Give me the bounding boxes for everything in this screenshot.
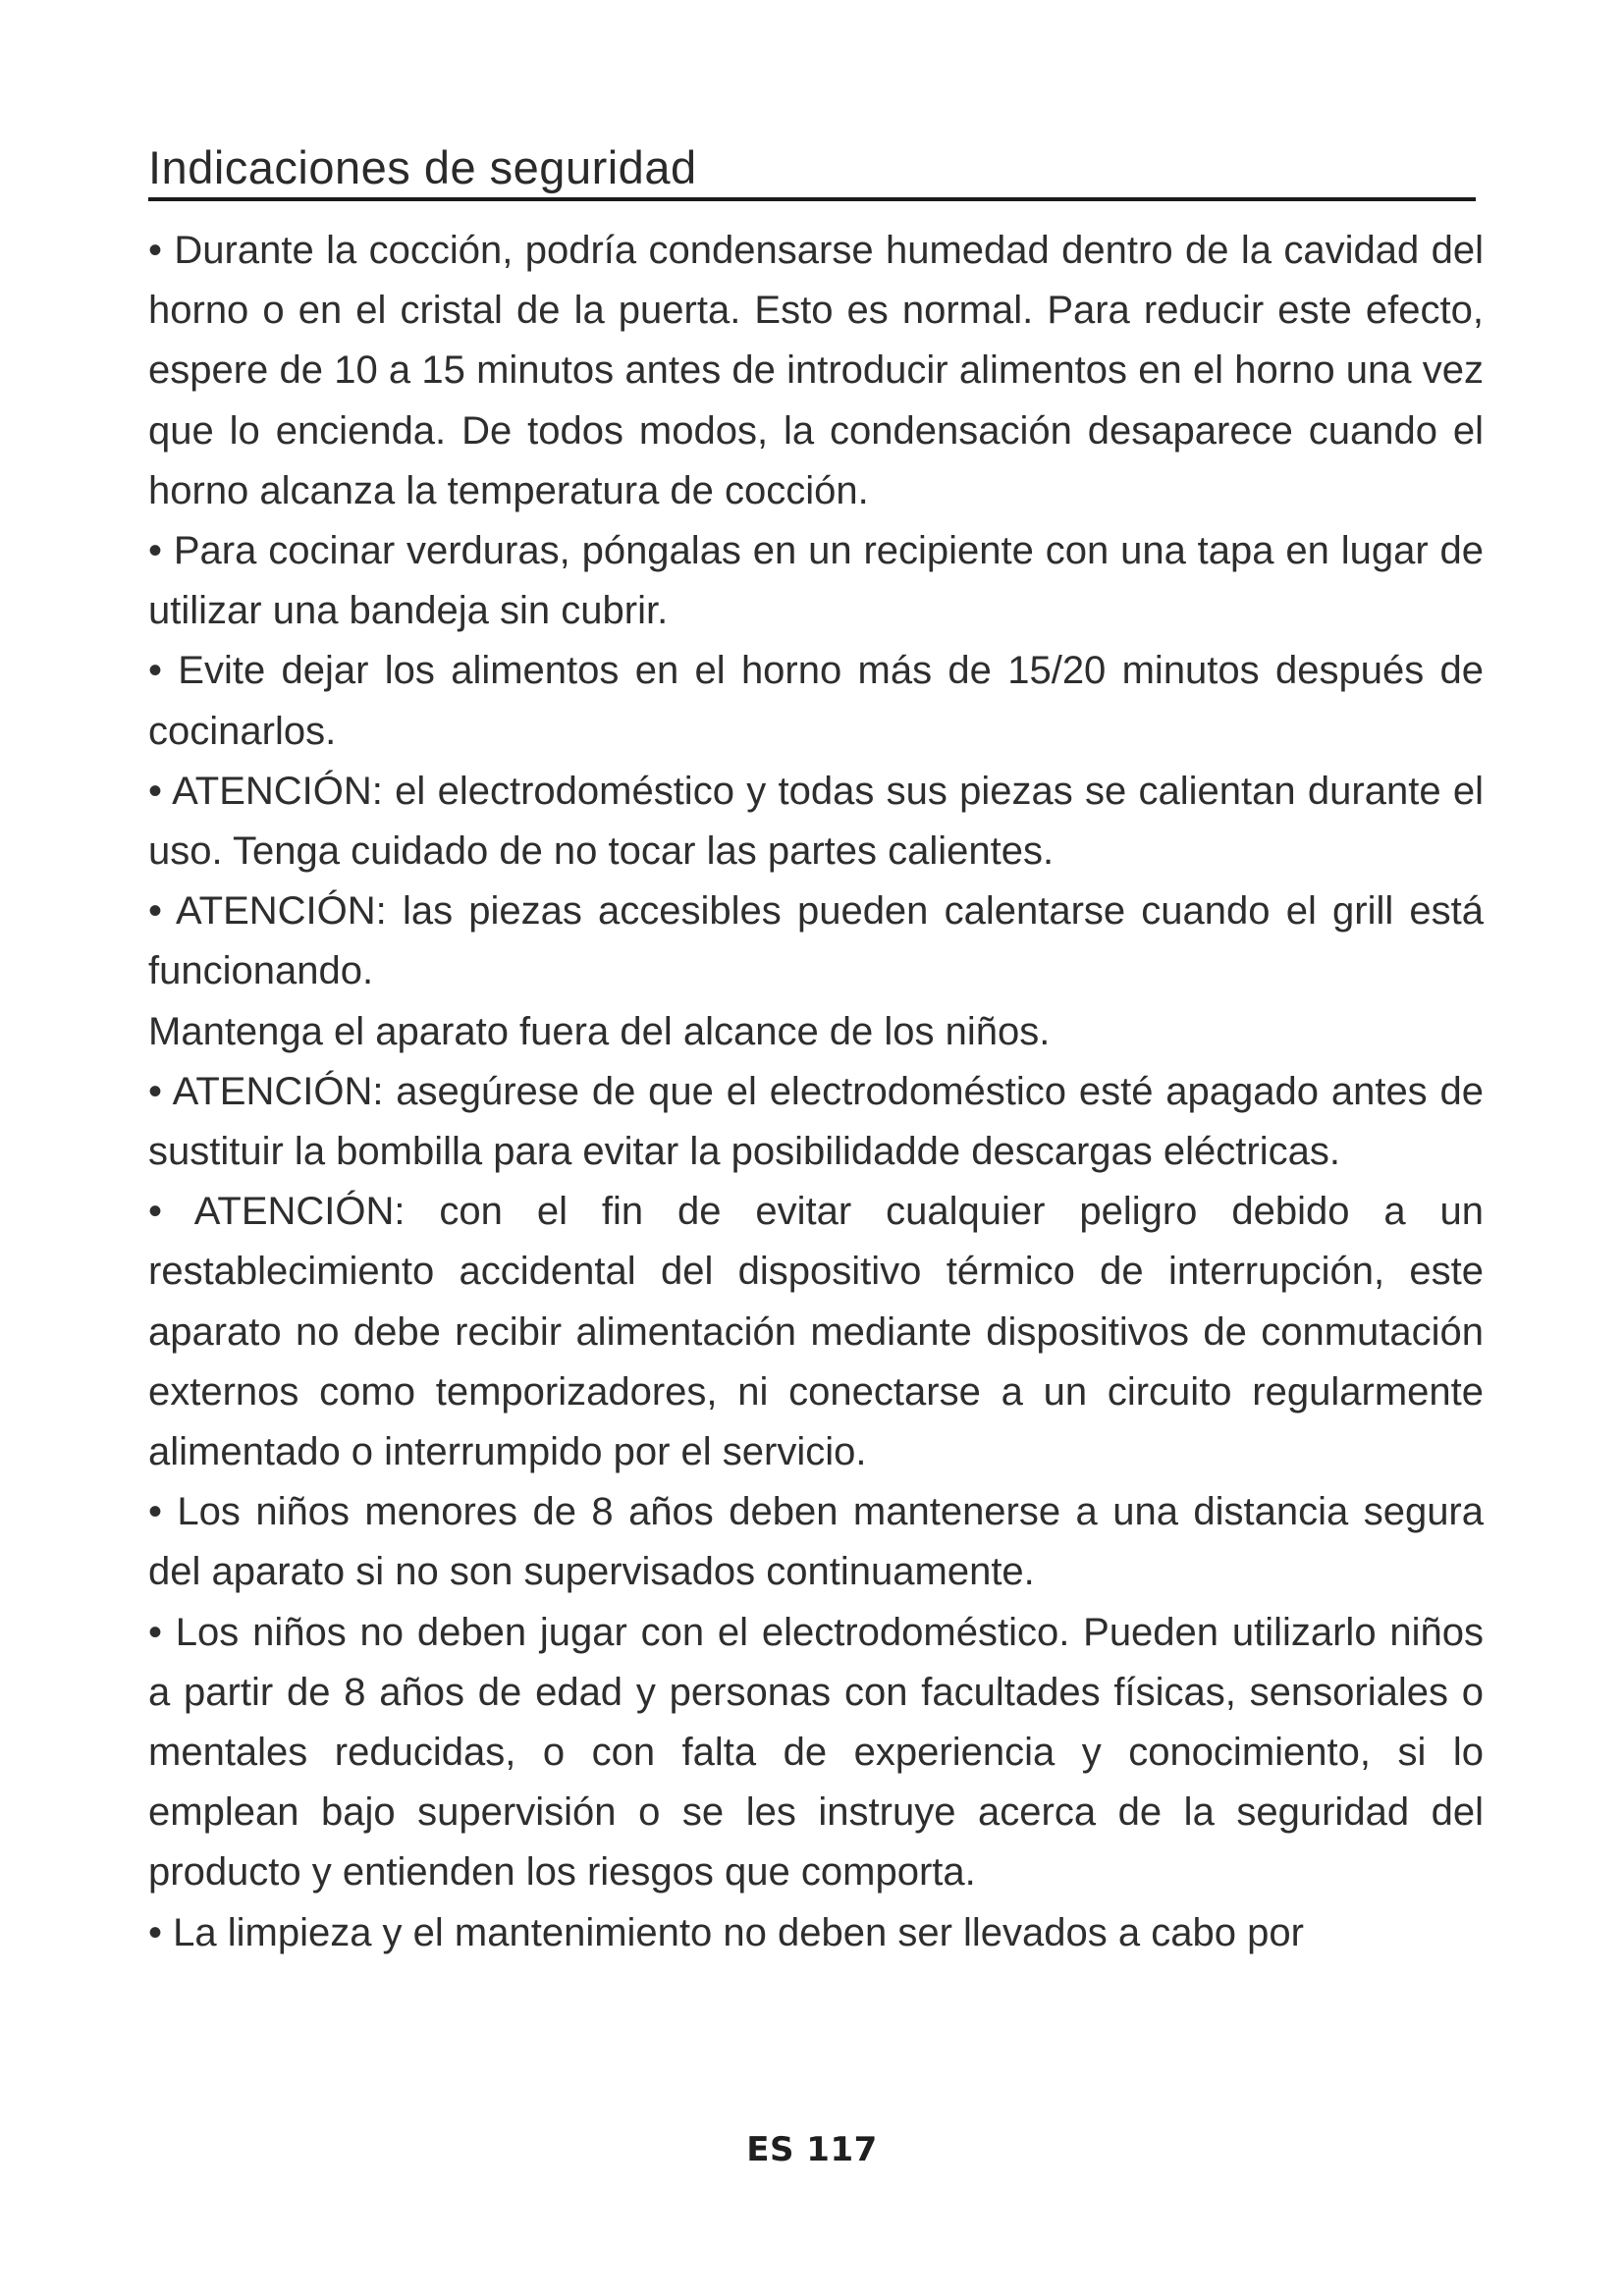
page-number: ES 117 bbox=[746, 2130, 878, 2169]
section-heading bbox=[148, 140, 1476, 201]
paragraph-grill-hot: • ATENCIÓN: las piezas accesibles pueden calentarse cuando el grill está funcionando. bbox=[148, 889, 1484, 993]
safety-instructions bbox=[148, 221, 1484, 1963]
paragraph-children-reach: Mantenga el aparato fuera del alcance de los niños. bbox=[148, 1009, 1051, 1053]
paragraph-hot-parts: • ATENCIÓN: el electrodoméstico y todas sus piezas se calientan durante el uso. Tenga cuidado de no tocar las partes calientes. bbox=[148, 769, 1484, 874]
paragraph-vegetables: • Para cocinar verduras, póngalas en un recipiente con una tapa en lugar de utilizar una bandeja sin cubrir. bbox=[148, 529, 1484, 633]
paragraph-children-play: • Los niños no deben jugar con el electrodoméstico. Pueden utilizarlo niños a partir de 8 años de edad y personas con facultades físicas, sensoriales o mentales reducidas, o con falta de experiencia y conocimiento, si lo emplean bajo supervisión o se les instruye acerca de la seguridad del producto y entienden los riesgos que comporta. bbox=[148, 1610, 1484, 1895]
paragraph-children-distance: • Los niños menores de 8 años deben mantenerse a una distancia segura del aparato si no son supervisados continuamente. bbox=[148, 1490, 1484, 1594]
paragraph-leave-food: • Evite dejar los alimentos en el horno más de 15/20 minutos después de cocinarlos. bbox=[148, 649, 1484, 753]
paragraph-condensation: • Durante la cocción, podría condensarse humedad dentro de la cavidad del horno o en el cristal de la puerta. Esto es normal. Para reducir este efecto, espere de 10 a 15 minutos antes de introducir alimentos en el horno una vez que lo encienda. De todos modos, la condensación desaparece cuando el horno alcanza la temperatura de cocción. bbox=[148, 229, 1484, 512]
page-title: Indicaciones de seguridad bbox=[148, 141, 697, 193]
paragraph-thermal-cutout: • ATENCIÓN: con el fin de evitar cualquier peligro debido a un restablecimiento accidental del dispositivo térmico de interrupción, este aparato no debe recibir alimentación mediante dispositivos de conmutación externos como temporizadores, ni conectarse a un circuito regularmente alimentado o interrumpido por el servicio. bbox=[148, 1190, 1484, 1474]
paragraph-cleaning: • La limpieza y el mantenimiento no deben ser llevados a cabo por bbox=[148, 1910, 1304, 1954]
paragraph-bulb-replacement: • ATENCIÓN: asegúrese de que el electrodoméstico esté apagado antes de sustituir la bombilla para evitar la posibilidadde descargas eléctricas. bbox=[148, 1069, 1484, 1174]
